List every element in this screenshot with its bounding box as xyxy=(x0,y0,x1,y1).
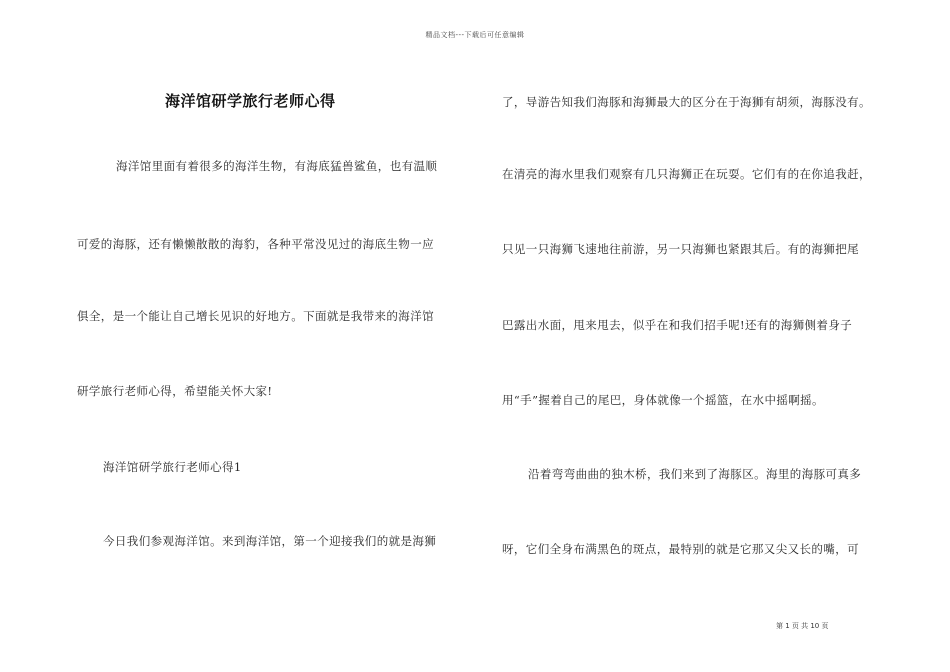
paragraph-line: 沿着弯弯曲曲的独木桥，我们来到了海豚区。海里的海豚可真多 xyxy=(528,467,862,481)
document-title: 海洋馆研学旅行老师心得 xyxy=(165,92,336,110)
paragraph-line: 用“手”握着自己的尾巴，身体就像一个摇篮，在水中摇啊摇。 xyxy=(502,393,824,407)
paragraph-line: 了，导游告知我们海豚和海狮最大的区分在于海狮有胡须，海豚没有。 xyxy=(502,95,871,109)
page-number: 第 1 页 共 10 页 xyxy=(776,622,829,630)
paragraph-line: 俱全，是一个能让自己增长见识的好地方。下面就是我带来的海洋馆 xyxy=(77,309,434,323)
paragraph-line: 今日我们参观海洋馆。来到海洋馆，第一个迎接我们的就是海狮 xyxy=(103,534,437,548)
section-heading: 海洋馆研学旅行老师心得1 xyxy=(103,460,242,474)
paragraph-line: 呀，它们全身布满黑色的斑点，最特别的就是它那又尖又长的嘴，可 xyxy=(502,542,859,556)
page-header-note: 精品文档---下载后可任意编辑 xyxy=(425,31,525,39)
paragraph-line: 可爱的海豚，还有懒懒散散的海豹，各种平常没见过的海底生物一应 xyxy=(77,237,434,251)
paragraph-line: 研学旅行老师心得，希望能关怀大家! xyxy=(77,384,273,398)
paragraph-line: 在清亮的海水里我们观察有几只海狮正在玩耍。它们有的在你追我赶， xyxy=(502,167,871,181)
paragraph-line: 海洋馆里面有着很多的海洋生物，有海底猛兽鲨鱼，也有温顺 xyxy=(116,159,438,173)
paragraph-line: 巴露出水面，甩来甩去，似乎在和我们招手呢!还有的海狮侧着身子 xyxy=(502,318,853,332)
paragraph-line: 只见一只海狮飞速地往前游，另一只海狮也紧跟其后。有的海狮把尾 xyxy=(502,242,859,256)
